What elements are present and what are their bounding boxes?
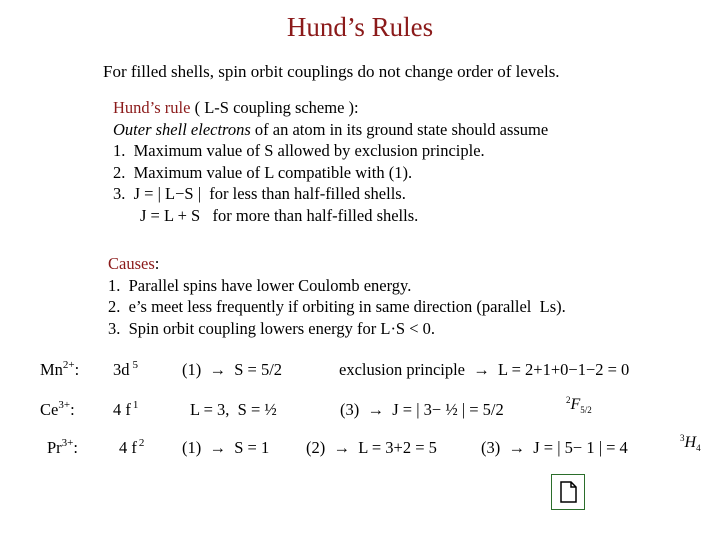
ion-pr-term-symbol: $^3H_4$ [680,433,701,453]
ion-mn-step2: exclusion principle → L = 2+1+0−1−2 = 0 [339,360,630,379]
hunds-rule-intro [113,119,548,141]
hunds-rule-label: Hund’s rule [113,98,191,117]
ion-pr-step2: (2) → L = 3+2 = 5 [306,438,437,457]
coupling-scheme-label: ( L-S coupling scheme ): [190,98,359,117]
rule-item-3-continued: J = L + S for more than half-filled shells. [140,205,419,225]
causes-block [108,253,566,339]
ion-ce-label: $Ce^{3+}$: [40,399,75,419]
hunds-rule-block [113,97,548,226]
rule-item-3: 3. J = | L−S | for less than half-filled shells. [113,184,406,203]
subtitle: For filled shells, spin orbit couplings do not change order of levels. [103,62,560,81]
ion-mn-step1: (1) → S = 5/2 [182,360,283,379]
ion-ce-step2: (3) → J = | 3− ½ | = 5/2 [340,400,504,419]
ion-ce-term-symbol: $^2F_{5/2}$ [566,395,592,415]
ion-mn-config: 3d $^5$ [113,359,138,379]
document-icon[interactable] [551,474,585,510]
cause-item-1: 1. Parallel spins have lower Coulomb energy. [108,275,412,295]
ion-pr-step3: (3) → J = | 5− 1 | = 4 [481,438,628,457]
ion-ce-config: 4 f $^1$ [113,399,139,419]
ion-mn-label: $Mn^{2+}$: [40,359,80,379]
page-title: Hund’s Rules [286,12,434,42]
rule-item-1: 1. Maximum value of S allowed by exclusion principle. [113,141,485,160]
causes-heading: Causes: [108,254,160,273]
ion-pr-step1: (1) → S = 1 [182,438,270,457]
causes-label: Causes [108,254,155,273]
rule-item-2: 2. Maximum value of L compatible with (1). [113,162,413,182]
cause-item-3: 3. Spin orbit coupling lowers energy for L·S < 0. [108,318,436,338]
intro-rest: of an atom in its ground state should assume [250,119,549,139]
ion-pr-config: 4 f $^2$ [119,437,145,457]
outer-shell-electrons: Outer shell electrons [113,119,251,139]
hunds-rule-heading [113,97,548,119]
cause-item-2: 2. e’s meet less frequently if orbiting in same direction (parallel Ls). [108,297,566,316]
ion-ce-step1: L = 3, S = ½ [190,400,277,419]
ion-pr-label: $Pr^{3+}$: [47,437,78,457]
